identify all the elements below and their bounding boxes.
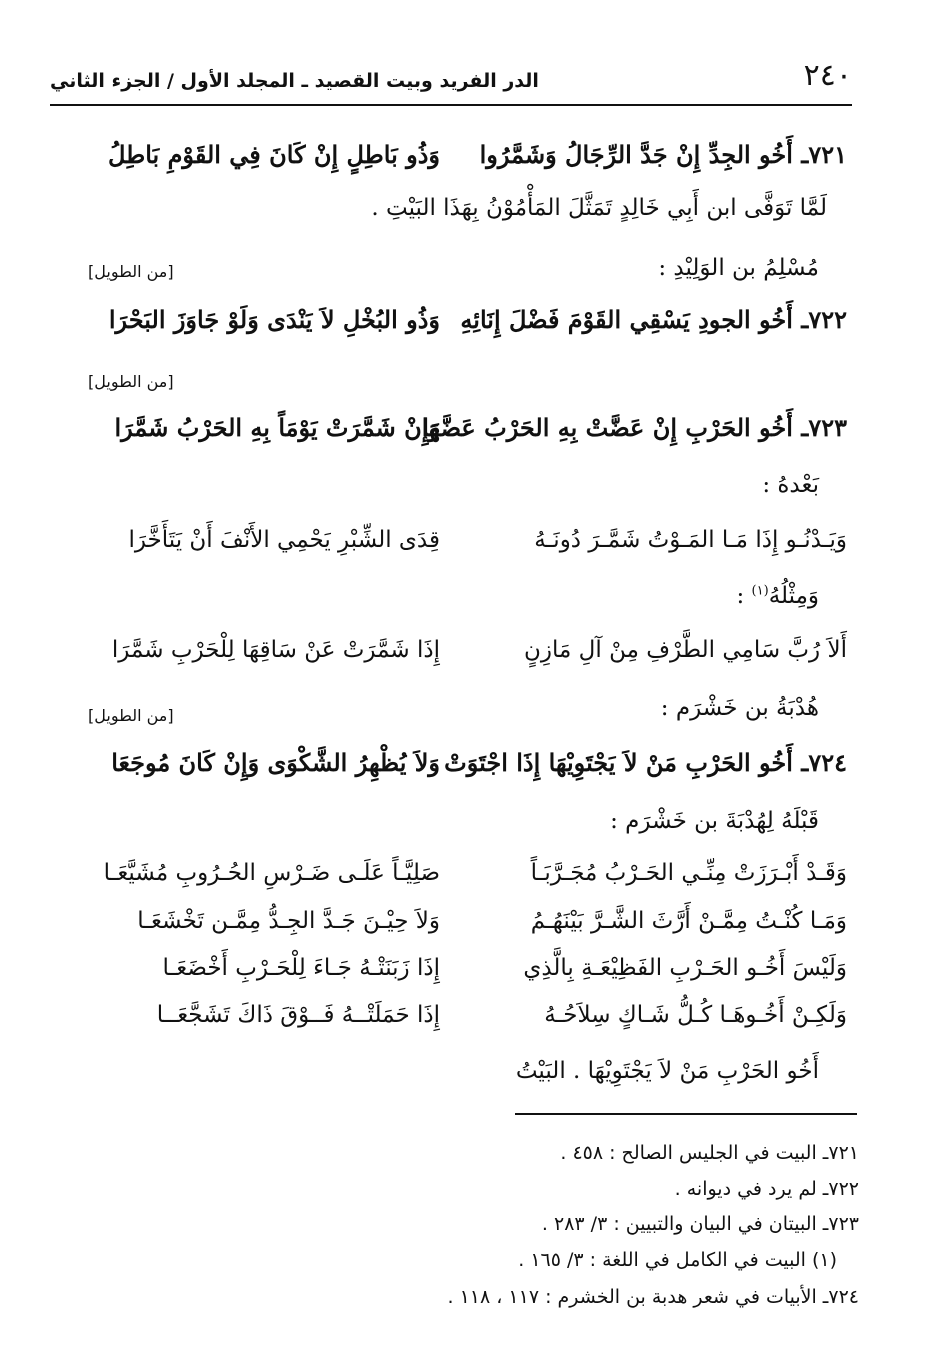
verse-721-second-hemistich: وَذُو بَاطِلٍ إِنْ كَانَ فِي القَوْمِ بَاطِلُ [107,140,440,169]
like-label: وَمِثْلُهُ$^{(١)}$ : [736,583,819,609]
verse-721 [100,140,847,180]
hemistich: وَمَـا كُنْـتُ مِمَّـنْ أَرَّثَ الشَّـرَّ بَيْنَهُـمُ [530,908,847,934]
hemistich: وَيَـدْنُـو إِذَا مَـا المَـوْتُ شَمَّـرَ دُونَـهُ [534,527,847,553]
after-label: بَعْدهُ : [762,472,819,498]
note-721: لَمَّا تَوَفَّى ابن أَبِي خَالِدٍ تَمَثَّلَ المَأْمُوْنُ بِهَذَا البَيْتِ . [371,195,827,221]
verse-724-before-2 [100,908,847,948]
before-label: قَبْلَهُ لِهُدْبَةَ بن خَشْرَم : [610,808,819,834]
footnote-1: (١) البيت في الكامل في اللغة : ٣/ ١٦٥ . [518,1249,837,1271]
page-header [50,58,852,98]
entry-number: ٧٢١ـ [801,140,847,169]
hemistich: وَلاَ حِيْـنَ جَـدَّ الجِـدُّ مِمَّـن تَخْشَعَـا [137,908,440,934]
footnote-ref: (١) [751,583,769,599]
hemistich: وَلَكِـنْ أَخُـوهَـا كُـلُّ شَـاكٍ سِلاَحُـهُ [544,1002,847,1028]
hemistich: إِذَا زَبَنَتْـهُ جَـاءَ لِلْحَـرْبِ أَخْضَعَـا [162,955,440,981]
verse-723-second-hemistich: وَإِنْ شَمَّرَتْ يَوْمَاً بِهِ الحَرْبُ شَمَّرَا [114,413,440,442]
verse-722 [100,305,847,345]
footnote-722: ٧٢٢ـ لم يرد في ديوانه . [674,1178,859,1200]
attribution-722: مُسْلِمُ بن الوَلِيْدِ : [658,255,819,281]
entry-number: ٧٢٤ـ [801,748,847,777]
entry-number: ٧٢٢ـ [801,305,847,334]
running-title: الدر الفريد وبيت القصيد ـ المجلد الأول / الجزء الثاني [50,70,539,92]
meter-label: [من الطويل] [88,372,174,391]
verse-724-before-3 [100,955,847,995]
hemistich: وَقَـدْ أَبْـرَزَتْ مِنِّـي الحَـرْبُ مُجَـرَّبَـاً [530,860,847,886]
verse-723 [100,413,847,453]
verse-724-before-4 [100,1002,847,1042]
verse-723-first-hemistich: ٧٢٣ـ أَخُو الحَرْبِ إِنْ عَضَّتْ بِهِ الحَرْبُ عَضَّهَا [422,413,847,442]
hemistich: قِدَى الشِّبْرِ يَحْمِي الأَنْفَ أَنْ يَتَأَخَّرَا [128,527,440,553]
attribution-724: هُدْبَةُ بن خَشْرَم : [660,695,819,721]
footnote-721: ٧٢١ـ البيت في الجليس الصالح : ٤٥٨ . [560,1142,859,1164]
verse-721-first-hemistich: ٧٢١ـ أَخُو الجِدِّ إِنْ جَدَّ الرِّجَالُ وَشَمَّرُوا [479,140,847,169]
header-rule [50,104,852,106]
footnote-724: ٧٢٤ـ الأبيات في شعر هدبة بن الخشرم : ١١٧ ، ١١٨ . [447,1286,859,1308]
verse-723-like [100,637,847,677]
hemistich: وَلَيْسَ أَخُـو الحَـرْبِ الفَظِيْعَـةِ بِالَّذِي [523,955,847,981]
hemistich: إِذَا حَمَلَتْــهُ فَــوْقَ ذَاكَ تَشَجَّعَــا [156,1002,440,1028]
meter-label: [من الطويل] [88,262,174,281]
verse-724-before-1 [100,860,847,900]
verse-722-first-hemistich: ٧٢٢ـ أَخُو الجودِ يَسْقِي القَوْمَ فَضْلَ إِنَائِهِ [460,305,847,334]
closing-note: أَخُو الحَرْبِ مَنْ لاَ يَجْتَوِيْهَا . البَيْتُ [515,1058,819,1084]
verse-722-second-hemistich: وَذُو البُخْلِ لاَ يَنْدَى وَلَوْ جَاوَزَ البَحْرَا [108,305,440,334]
hemistich: أَلاَ رُبَّ سَامِي الطَّرْفِ مِنْ آلِ مَازِنٍ [524,637,847,663]
page-number: ٢٤٠ [803,58,852,93]
meter-label: [من الطويل] [88,706,174,725]
footnote-723: ٧٢٣ـ البيتان في البيان والتبيين : ٣/ ٢٨٣ . [541,1213,859,1235]
hemistich: صَلِيَّـاً عَلَـى ضَـرْسِ الحُـرُوبِ مُشَيَّعَـا [103,860,440,886]
hemistich: إِذَا شَمَّرَتْ عَنْ سَاقِهَا لِلْحَرْبِ شَمَّرَا [111,637,440,663]
verse-724 [100,748,847,788]
entry-number: ٧٢٣ـ [801,413,847,442]
verse-723-after [100,527,847,567]
verse-724-first-hemistich: ٧٢٤ـ أَخُو الحَرْبِ مَنْ لاَ يَجْتَوِيْهَا إِذَا اجْتَوَتْ [444,748,847,777]
verse-724-second-hemistich: وَلاَ يُظْهِرُ الشَّكْوَى وَإِنْ كَانَ مُوجَعَا [111,748,440,777]
footnote-rule [515,1113,857,1115]
